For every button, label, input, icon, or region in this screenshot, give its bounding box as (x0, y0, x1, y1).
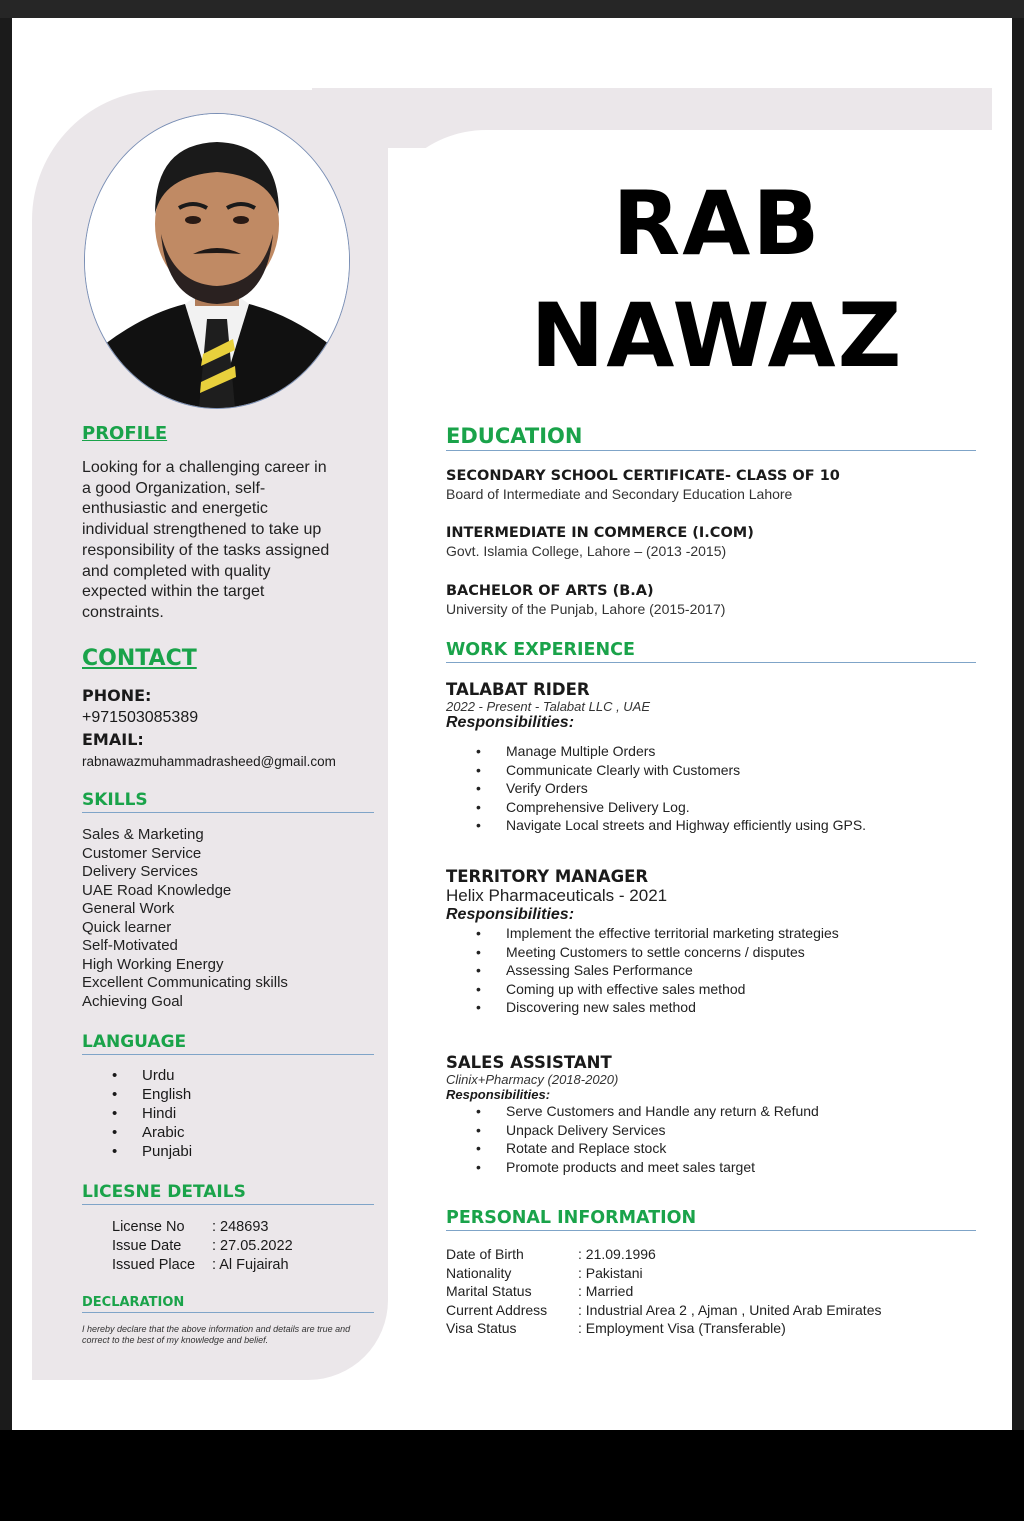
profile-heading: PROFILE (82, 423, 168, 444)
personal-key: Date of Birth (446, 1246, 524, 1262)
job-meta: 2022 - Present - Talabat LLC , UAE (446, 699, 651, 714)
job-entry (446, 1053, 976, 1176)
responsibilities-label: Responsibilities: (446, 1087, 551, 1102)
education-school: Board of Intermediate and Secondary Education Lahore (446, 486, 793, 502)
license-value: : 27.05.2022 (212, 1238, 293, 1254)
job-entry (446, 680, 976, 835)
license-row (82, 1256, 374, 1275)
profile-line: Looking for a challenging career in (82, 459, 327, 476)
education-degree: INTERMEDIATE IN COMMERCE (I.COM) (446, 525, 754, 541)
education-heading: EDUCATION (446, 424, 976, 451)
email-value: rabnawazmuhammadrasheed@gmail.com (82, 754, 336, 769)
profile-line: expected within the target (82, 583, 265, 601)
personal-info-heading: PERSONAL INFORMATION (446, 1208, 976, 1231)
license-details (82, 1218, 374, 1275)
license-key: License No (112, 1219, 185, 1235)
profile-line: and completed with quality (82, 562, 271, 580)
skill-item: High Working Energy (82, 955, 224, 973)
language-item: • English (82, 1085, 374, 1104)
responsibility-item: • Serve Customers and Handle any return & Refund (446, 1102, 976, 1121)
license-value: : 248693 (212, 1219, 269, 1235)
profile-line: a good Organization, self- (82, 479, 266, 497)
personal-row (446, 1264, 976, 1283)
education-school: Govt. Islamia College, Lahore – (2013 -2015) (446, 543, 727, 559)
skill-item: Customer Service (82, 844, 202, 862)
resume-page (12, 18, 1012, 1430)
skill-item: UAE Road Knowledge (82, 881, 232, 899)
personal-row (446, 1319, 976, 1338)
profile-line: individual strengthened to take up (82, 521, 322, 539)
responsibility-item: • Communicate Clearly with Customers (446, 761, 976, 780)
skill-item: Sales & Marketing (82, 826, 204, 843)
language-item: • Hindi (82, 1104, 374, 1123)
phone-label: PHONE: (82, 686, 152, 705)
license-value: : Al Fujairah (212, 1257, 289, 1273)
personal-row (446, 1282, 976, 1301)
screen-top-bar (0, 0, 1024, 18)
screen-bottom-bar (0, 1430, 1024, 1521)
skill-item: Excellent Communicating skills (82, 974, 288, 991)
personal-value: : 21.09.1996 (578, 1246, 656, 1262)
job-meta: Helix Pharmaceuticals - 2021 (446, 886, 668, 905)
name-first: RAB (612, 172, 822, 275)
responsibility-item: • Rotate and Replace stock (446, 1139, 976, 1158)
language-item: • Urdu (82, 1066, 374, 1085)
responsibility-item: • Comprehensive Delivery Log. (446, 798, 976, 817)
responsibility-item: • Manage Multiple Orders (446, 742, 976, 761)
responsibility-item: • Unpack Delivery Services (446, 1121, 976, 1140)
declaration-heading: DECLARATION (82, 1295, 374, 1313)
personal-value: : Employment Visa (Transferable) (578, 1320, 786, 1336)
skills-heading: SKILLS (82, 790, 374, 813)
personal-row (446, 1245, 976, 1264)
contact-block (82, 685, 374, 773)
profile-line: enthusiastic and energetic (82, 500, 268, 518)
responsibility-item: • Discovering new sales method (446, 998, 976, 1017)
education-degree: SECONDARY SCHOOL CERTIFICATE- CLASS OF 10 (446, 468, 840, 484)
license-row (82, 1218, 374, 1237)
responsibility-item: • Meeting Customers to settle concerns / disputes (446, 943, 976, 962)
responsibility-item: • Coming up with effective sales method (446, 980, 976, 999)
personal-info (446, 1245, 976, 1338)
contact-heading: CONTACT (82, 646, 197, 671)
education-school: University of the Punjab, Lahore (2015-2017) (446, 601, 726, 617)
personal-key: Current Address (446, 1301, 548, 1318)
language-list (82, 1066, 374, 1161)
education-item (446, 524, 976, 560)
job-meta: Clinix+Pharmacy (2018-2020) (446, 1072, 619, 1087)
language-item: • Punjabi (82, 1142, 374, 1161)
responsibility-item: • Implement the effective territorial marketing strategies (446, 924, 976, 943)
responsibility-item: • Assessing Sales Performance (446, 961, 976, 980)
personal-value: : Pakistani (578, 1264, 643, 1281)
personal-value: : Industrial Area 2 , Ajman , United Arab Emirates (578, 1301, 882, 1318)
skill-item: Quick learner (82, 918, 172, 936)
responsibilities-label: Responsibilities: (446, 906, 575, 923)
responsibility-item: • Navigate Local streets and Highway efficiently using GPS. (446, 816, 976, 835)
skill-item: Achieving Goal (82, 992, 183, 1010)
profile-photo (84, 113, 350, 409)
license-heading: LICESNE DETAILS (82, 1182, 374, 1205)
personal-row (446, 1301, 976, 1320)
name-last: NAWAZ (530, 284, 904, 387)
profile-line: responsibility of the tasks assigned (82, 541, 330, 559)
email-label: EMAIL: (82, 730, 144, 749)
responsibility-item: • Promote products and meet sales target (446, 1158, 976, 1177)
education-item (446, 467, 976, 503)
personal-value: : Married (578, 1283, 634, 1299)
profile-text (82, 458, 374, 624)
work-heading: WORK EXPERIENCE (446, 640, 976, 663)
profile-line: constraints. (82, 603, 164, 621)
education-degree: BACHELOR OF ARTS (B.A) (446, 583, 654, 599)
responsibility-item: • Verify Orders (446, 779, 976, 798)
skill-item: Delivery Services (82, 863, 198, 880)
declaration-text: I hereby declare that the above information and details are true and correct to the best of my knowledge and belief. (82, 1324, 351, 1345)
candidate-name (517, 168, 917, 392)
phone-value: +971503085389 (82, 709, 199, 726)
responsibilities-label: Responsibilities: (446, 714, 575, 731)
license-key: Issued Place (112, 1257, 196, 1273)
license-row (82, 1237, 374, 1256)
responsibility-list (446, 1102, 976, 1176)
license-key: Issue Date (112, 1238, 182, 1254)
personal-key: Visa Status (446, 1320, 517, 1336)
job-title: SALES ASSISTANT (446, 1053, 612, 1072)
responsibility-list (446, 742, 976, 835)
education-item (446, 582, 976, 618)
job-entry (446, 867, 976, 1017)
personal-key: Nationality (446, 1264, 512, 1281)
personal-key: Marital Status (446, 1283, 532, 1299)
responsibility-list (446, 924, 976, 1017)
language-item: • Arabic (82, 1123, 374, 1142)
skill-item: Self-Motivated (82, 937, 178, 954)
job-title: TALABAT RIDER (446, 680, 590, 699)
skills-list (82, 826, 374, 1011)
job-title: TERRITORY MANAGER (446, 867, 649, 886)
skill-item: General Work (82, 900, 175, 917)
language-heading: LANGUAGE (82, 1032, 374, 1055)
